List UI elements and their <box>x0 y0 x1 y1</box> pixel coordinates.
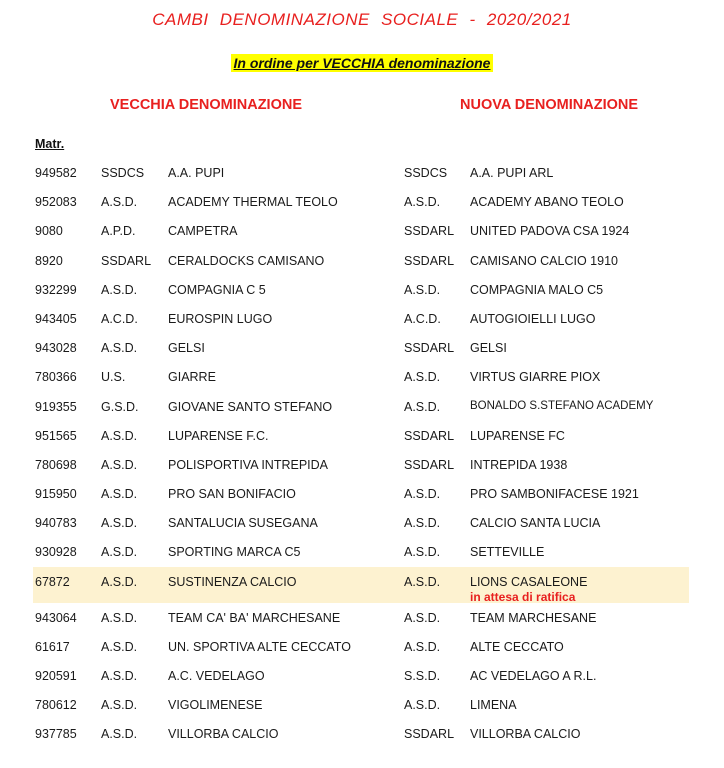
old-name-cell: UN. SPORTIVA ALTE CECCATO <box>168 639 351 654</box>
old-form-cell: G.S.D. <box>101 399 139 414</box>
subtitle-wrap <box>0 54 724 73</box>
new-name-cell: LUPARENSE FC <box>470 428 565 443</box>
old-form-cell: A.S.D. <box>101 195 138 210</box>
new-form-cell: A.S.D. <box>404 282 441 297</box>
matr-cell: 951565 <box>35 428 77 443</box>
table-row <box>0 158 724 187</box>
old-form-cell: A.S.D. <box>101 545 138 560</box>
old-form-cell: A.S.D. <box>101 574 138 589</box>
old-name-cell: SPORTING MARCA C5 <box>168 545 301 560</box>
table-row <box>0 537 724 566</box>
new-name-cell: LIMENA <box>470 698 517 713</box>
document-title: CAMBI DENOMINAZIONE SOCIALE - 2020/2021 <box>152 10 572 29</box>
new-form-cell: SSDARL <box>404 727 455 742</box>
new-name-cell: PRO SAMBONIFACESE 1921 <box>470 487 639 502</box>
old-name-cell: TEAM CA' BA' MARCHESANE <box>168 610 341 625</box>
matr-cell: 915950 <box>35 487 77 502</box>
new-form-cell: A.S.D. <box>404 370 441 385</box>
matr-cell: 943064 <box>35 610 77 625</box>
matr-cell: 9080 <box>35 224 63 239</box>
table-row <box>0 421 724 450</box>
new-form-cell: A.S.D. <box>404 574 441 589</box>
table-row <box>0 333 724 362</box>
old-name-cell: CERALDOCKS CAMISANO <box>168 253 325 268</box>
matr-cell: 61617 <box>35 639 70 654</box>
matr-cell: 780698 <box>35 457 77 472</box>
new-form-cell: A.S.D. <box>404 639 441 654</box>
document-subtitle: In ordine per VECCHIA denominazione <box>231 54 494 72</box>
old-form-cell: A.S.D. <box>101 457 138 472</box>
new-name-cell: BONALDO S.STEFANO ACADEMY <box>470 399 654 412</box>
new-form-cell: A.S.D. <box>404 195 441 210</box>
new-form-cell: A.S.D. <box>404 545 441 560</box>
old-form-cell: A.S.D. <box>101 639 138 654</box>
new-name-cell: ALTE CECCATO <box>470 639 564 654</box>
old-form-cell: A.S.D. <box>101 610 138 625</box>
old-form-cell: A.C.D. <box>101 311 138 326</box>
table-row <box>0 392 724 421</box>
matr-cell: 937785 <box>35 727 77 742</box>
matr-cell: 930928 <box>35 545 77 560</box>
table-row <box>0 508 724 537</box>
table-row <box>0 362 724 391</box>
new-form-cell: SSDCS <box>404 166 448 180</box>
new-name-cell: GELSI <box>470 341 507 356</box>
new-form-cell: A.S.D. <box>404 399 441 414</box>
new-name-cell: SETTEVILLE <box>470 545 545 560</box>
old-form-cell: A.S.D. <box>101 727 138 742</box>
new-name-cell: VIRTUS GIARRE PIOX <box>470 370 601 385</box>
old-name-cell: A.C. VEDELAGO <box>168 669 265 683</box>
old-form-cell: A.S.D. <box>101 669 138 683</box>
old-name-cell: SUSTINENZA CALCIO <box>168 574 297 589</box>
old-name-cell: ACADEMY THERMAL TEOLO <box>168 195 338 210</box>
matr-cell: 940783 <box>35 516 77 531</box>
new-name-cell: COMPAGNIA MALO C5 <box>470 282 604 297</box>
new-form-cell: SSDARL <box>404 428 455 443</box>
old-form-cell: A.S.D. <box>101 516 138 531</box>
matr-cell: 780612 <box>35 698 77 713</box>
old-form-cell: A.S.D. <box>101 282 138 297</box>
new-name-cell: CAMISANO CALCIO 1910 <box>470 253 618 268</box>
old-form-cell: A.P.D. <box>101 224 136 239</box>
new-form-cell: SSDARL <box>404 457 455 472</box>
matr-cell: 780366 <box>35 370 77 385</box>
new-name-cell: AUTOGIOIELLI LUGO <box>470 311 596 326</box>
old-name-cell: EUROSPIN LUGO <box>168 311 273 326</box>
new-name-header: NUOVA DENOMINAZIONE <box>460 97 639 113</box>
new-name-cell: TEAM MARCHESANE <box>470 610 597 625</box>
table-row <box>0 632 724 661</box>
matr-cell: 943028 <box>35 341 77 356</box>
old-name-cell: LUPARENSE F.C. <box>168 428 269 443</box>
old-form-cell: SSDARL <box>101 253 152 268</box>
new-name-cell: ACADEMY ABANO TEOLO <box>470 195 624 210</box>
table-row <box>0 479 724 508</box>
new-form-cell: A.S.D. <box>404 698 441 713</box>
new-form-cell: A.S.D. <box>404 516 441 531</box>
old-name-cell: POLISPORTIVA INTREPIDA <box>168 457 328 472</box>
new-name-cell: LIONS CASALEONE <box>470 574 588 589</box>
new-form-cell: SSDARL <box>404 341 455 356</box>
new-name-cell: CALCIO SANTA LUCIA <box>470 516 601 531</box>
table-row <box>0 719 724 748</box>
old-form-cell: SSDCS <box>101 166 145 180</box>
new-form-cell: S.S.D. <box>404 669 441 683</box>
table-row <box>0 304 724 333</box>
ratification-note: in attesa di ratifica <box>470 589 576 604</box>
new-name-cell: UNITED PADOVA CSA 1924 <box>470 224 630 239</box>
old-name-cell: COMPAGNIA C 5 <box>168 282 266 297</box>
old-form-cell: A.S.D. <box>101 428 138 443</box>
new-form-cell: SSDARL <box>404 224 455 239</box>
new-name-cell: INTREPIDA 1938 <box>470 457 568 472</box>
old-name-cell: A.A. PUPI <box>168 166 225 180</box>
matr-cell: 952083 <box>35 195 77 210</box>
old-form-cell: A.S.D. <box>101 487 138 502</box>
table-row <box>0 603 724 632</box>
table-row <box>0 450 724 479</box>
new-form-cell: A.S.D. <box>404 487 441 502</box>
matr-cell: 932299 <box>35 282 77 297</box>
old-form-cell: A.S.D. <box>101 698 138 713</box>
old-name-cell: VIGOLIMENESE <box>168 698 263 713</box>
new-form-cell: SSDARL <box>404 253 455 268</box>
matr-cell: 949582 <box>35 166 77 180</box>
new-form-cell: A.C.D. <box>404 311 441 326</box>
old-name-cell: CAMPETRA <box>168 224 238 239</box>
old-form-cell: U.S. <box>101 370 126 385</box>
new-form-cell: A.S.D. <box>404 610 441 625</box>
old-name-cell: GELSI <box>168 341 205 356</box>
old-name-cell: VILLORBA CALCIO <box>168 727 279 742</box>
matr-cell: 67872 <box>35 574 70 589</box>
old-name-cell: GIOVANE SANTO STEFANO <box>168 399 333 414</box>
table-row <box>0 690 724 719</box>
old-name-cell: PRO SAN BONIFACIO <box>168 487 296 502</box>
table-row <box>0 187 724 216</box>
matr-cell: 943405 <box>35 311 77 326</box>
old-form-cell: A.S.D. <box>101 341 138 356</box>
old-name-header: VECCHIA DENOMINAZIONE <box>110 97 302 113</box>
new-name-cell: A.A. PUPI ARL <box>470 166 554 180</box>
table-row <box>0 216 724 245</box>
matr-header: Matr. <box>35 137 65 151</box>
matr-cell: 920591 <box>35 669 77 683</box>
table-row <box>0 661 724 690</box>
matr-cell: 8920 <box>35 253 63 268</box>
table-row <box>0 246 724 275</box>
table-row <box>0 275 724 304</box>
table-row <box>0 567 724 603</box>
matr-cell: 919355 <box>35 399 77 414</box>
old-name-cell: GIARRE <box>168 370 216 385</box>
new-name-cell: AC VEDELAGO A R.L. <box>470 669 597 683</box>
rename-table <box>0 158 724 749</box>
new-name-cell: VILLORBA CALCIO <box>470 727 581 742</box>
old-name-cell: SANTALUCIA SUSEGANA <box>168 516 318 531</box>
